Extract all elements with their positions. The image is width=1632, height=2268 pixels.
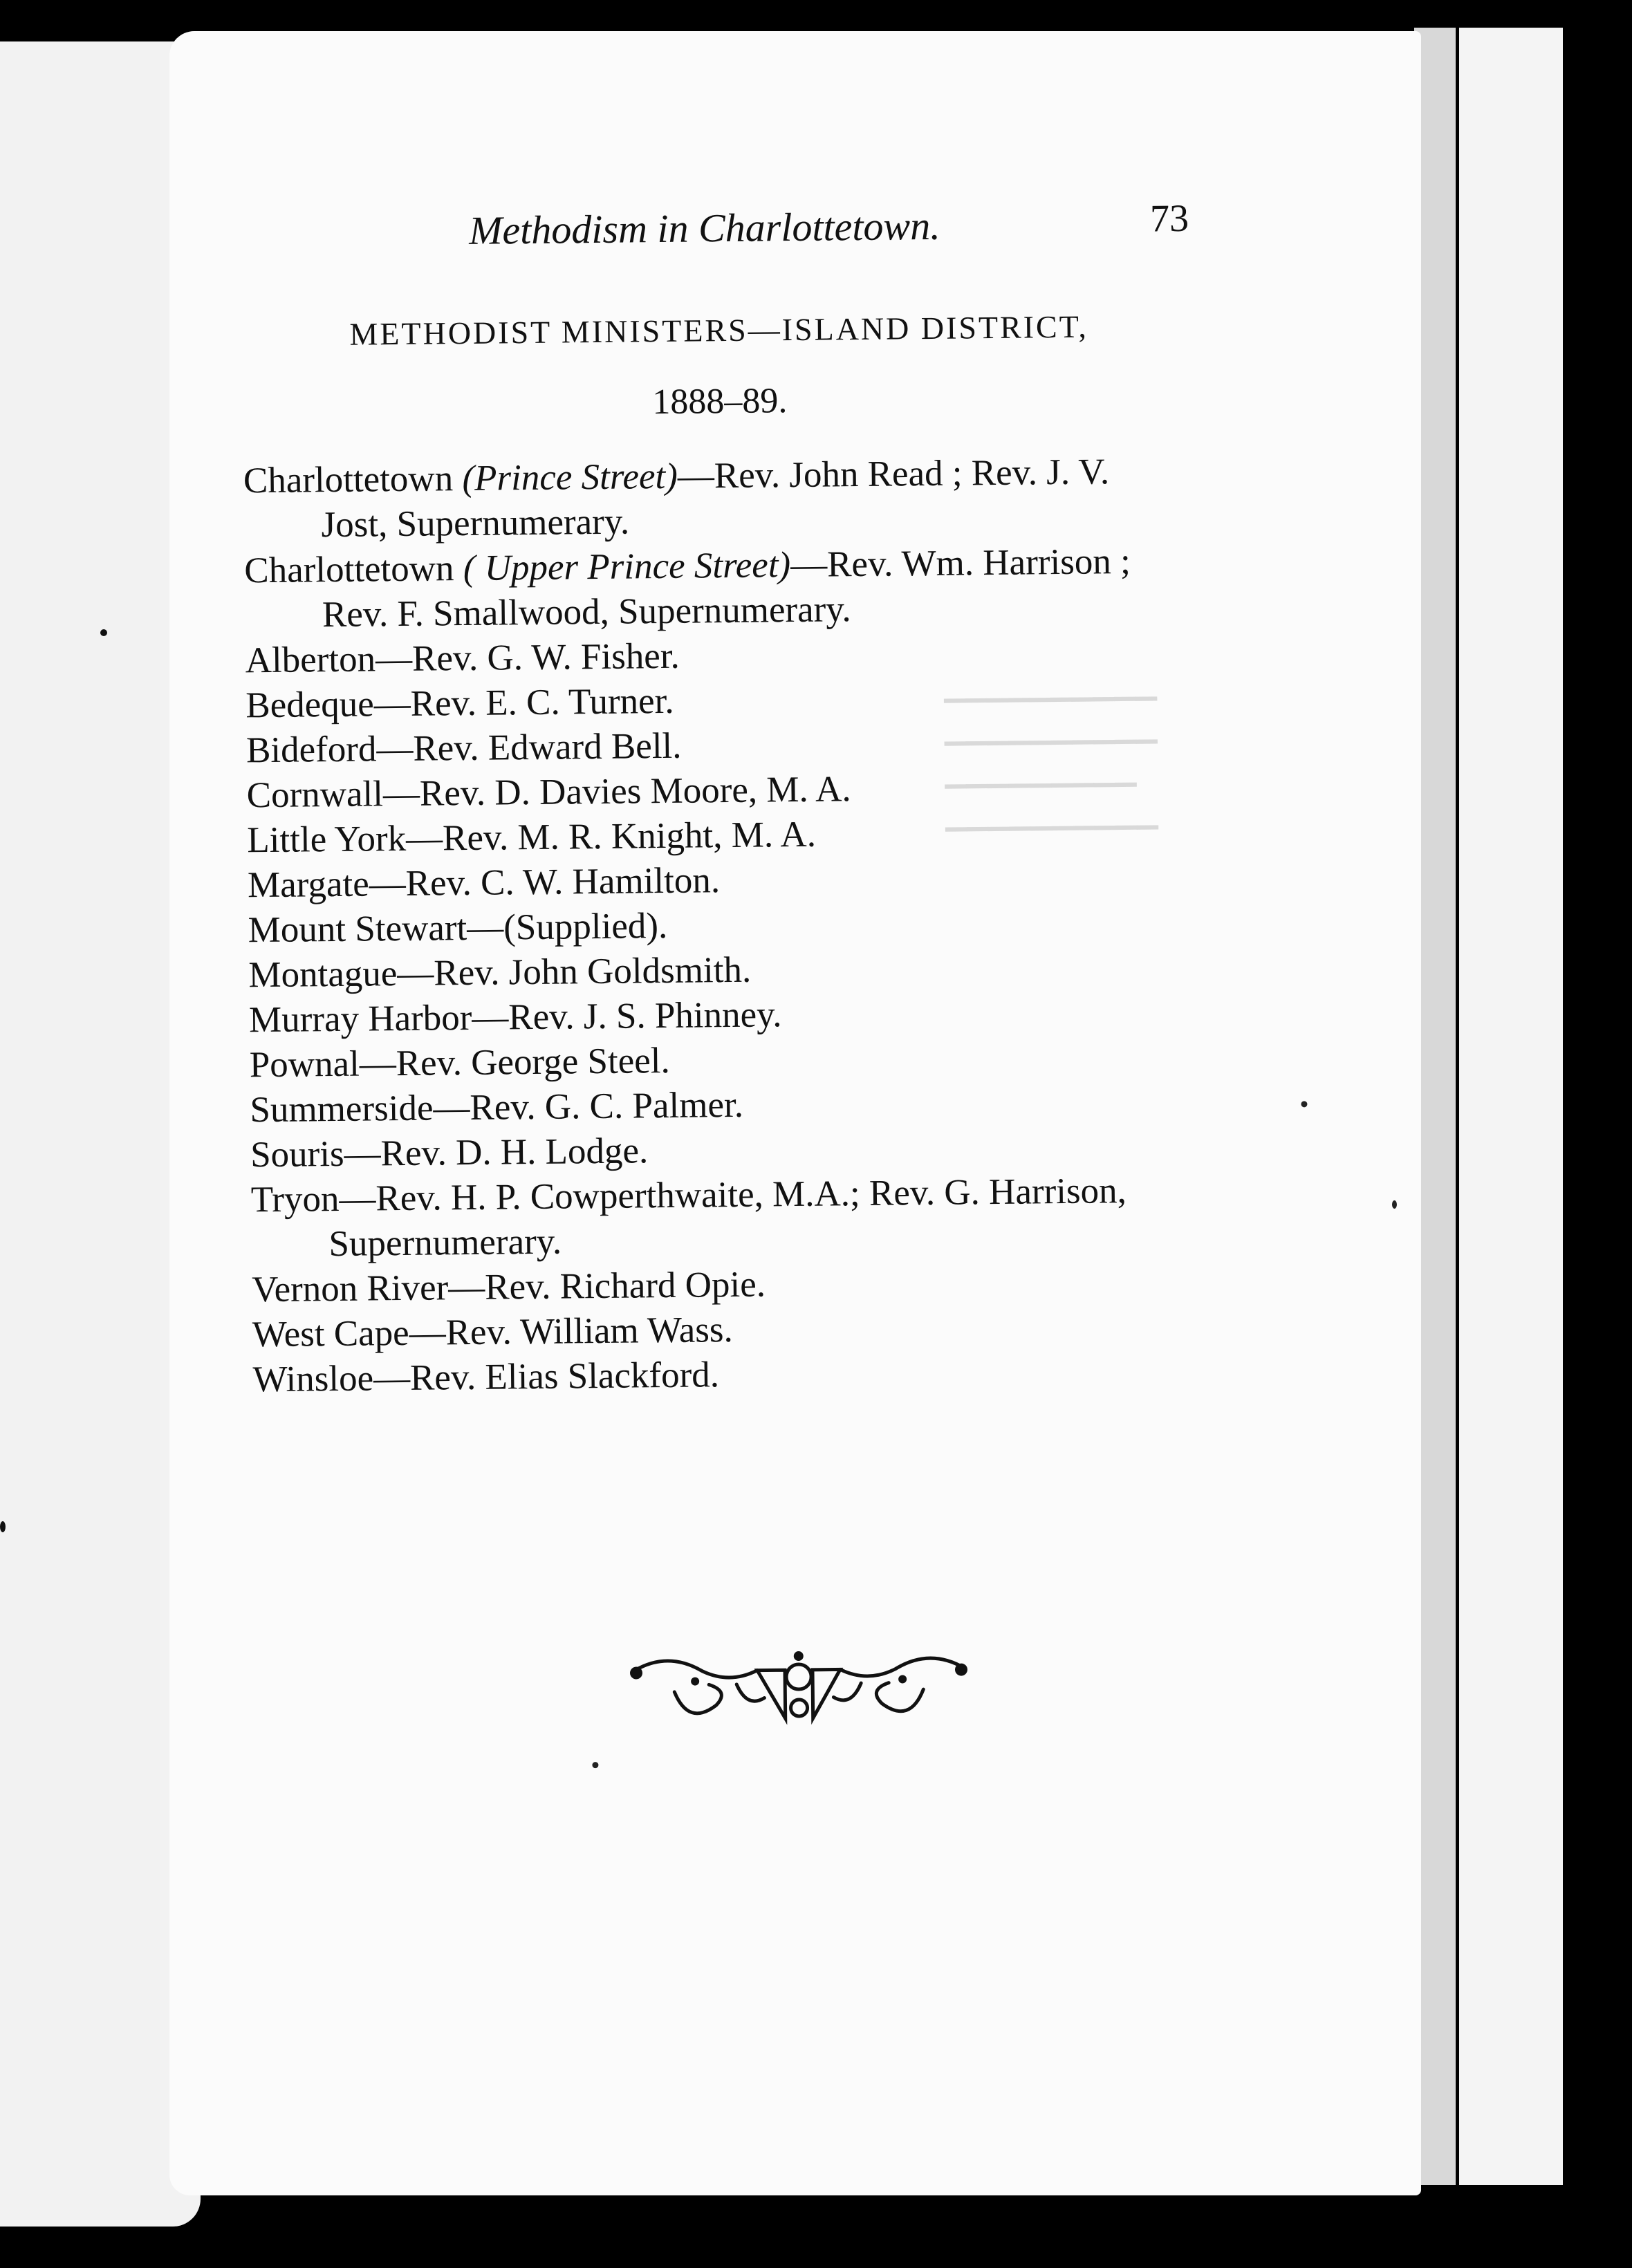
- page-number: 73: [1149, 197, 1189, 241]
- minister-entry: [243, 447, 1323, 548]
- entry-text: Little York—Rev. M. R. Knight, M. A.: [247, 814, 817, 861]
- entry-text: Bideford—Rev. Edward Bell.: [245, 725, 682, 771]
- entry-text: —Rev. John Read ; Rev. J. V.: [677, 452, 1110, 496]
- facing-page-mark: [0, 1521, 6, 1532]
- running-head: Methodism in Charlottetown.: [468, 203, 940, 253]
- stray-mark: [1392, 1200, 1397, 1209]
- entry-text: Vernon River—Rev. Richard Opie.: [251, 1264, 766, 1310]
- entry-text: Cornwall—Rev. D. Davies Moore, M. A.: [246, 769, 851, 816]
- entry-church-italic: (Prince Street): [462, 456, 678, 499]
- bleed-through-marks: ▁▁▁▁▁▁▁▁▁▁ ▁▁▁▁▁▁▁▁▁▁ ▁▁▁▁▁▁▁▁▁ ▁▁▁▁▁▁▁▁▁▁: [943, 669, 1158, 831]
- entry-text: Margate—Rev. C. W. Hamilton.: [247, 860, 721, 906]
- decorative-fleuron-icon: [626, 1640, 972, 1733]
- book-edge: [1459, 28, 1563, 2185]
- entry-text: Souris—Rev. D. H. Lodge.: [250, 1131, 649, 1175]
- entry-text: West Cape—Rev. William Wass.: [252, 1309, 734, 1355]
- section-years: 1888–89.: [651, 381, 788, 422]
- entry-text: Montague—Rev. John Goldsmith.: [248, 949, 752, 996]
- entry-text: Pownal—Rev. George Steel.: [249, 1040, 670, 1086]
- entry-text: Rev. F. Smallwood, Supernumerary.: [322, 589, 851, 635]
- ministers-list: [243, 447, 1332, 1402]
- entry-church-italic: ( Upper Prince Street): [463, 545, 791, 589]
- facing-page-mark: [100, 629, 107, 636]
- entry-text: Jost, Supernumerary.: [321, 501, 630, 546]
- entry-text: Alberton—Rev. G. W. Fisher.: [245, 635, 680, 681]
- page-content: [163, 25, 1437, 2202]
- entry-text: Charlottetown: [243, 548, 464, 591]
- entry-text: Tryon—Rev. H. P. Cowperthwaite, M.A.; Rev. G. Harrison,: [250, 1171, 1127, 1220]
- stray-mark: [592, 1762, 598, 1768]
- minister-entry: [250, 1166, 1330, 1267]
- book-page: [169, 31, 1421, 2195]
- stray-mark: [1301, 1101, 1307, 1107]
- minister-entry: [244, 537, 1324, 638]
- entry-text: Murray Harbor—Rev. J. S. Phinney.: [248, 994, 782, 1041]
- section-title: METHODIST MINISTERS—ISLAND DISTRICT,: [349, 308, 1089, 352]
- entry-text: —Rev. Wm. Harrison ;: [790, 541, 1131, 586]
- entry-text: Summerside—Rev. G. C. Palmer.: [250, 1084, 744, 1131]
- entry-text: Winsloe—Rev. Elias Slackford.: [252, 1355, 720, 1400]
- entry-text: Supernumerary.: [328, 1221, 562, 1265]
- entry-text: Bedeque—Rev. E. C. Turner.: [245, 680, 674, 726]
- entry-text: Charlottetown: [243, 458, 463, 501]
- entry-text: Mount Stewart—(Supplied).: [248, 905, 668, 951]
